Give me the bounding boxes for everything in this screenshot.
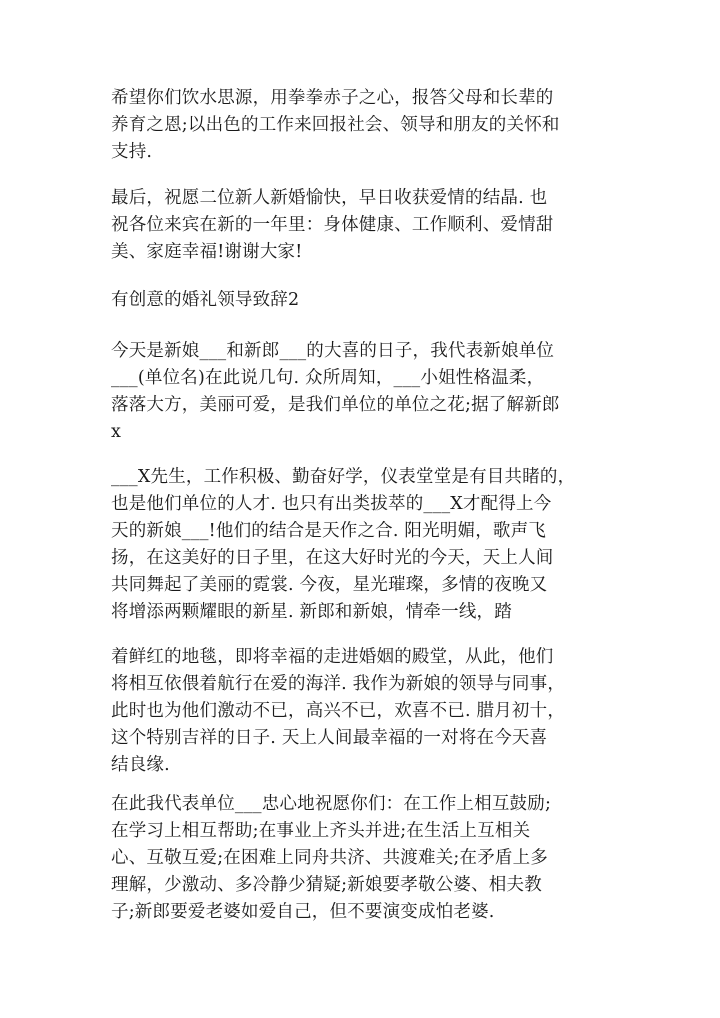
text-line: 着鲜红的地毯，即将幸福的走进婚姻的殿堂，从此，他们 bbox=[111, 647, 554, 667]
paragraph-introduction bbox=[111, 338, 611, 446]
text-line: 希望你们饮水思源，用拳拳赤子之心，报答父母和长辈的 bbox=[111, 88, 554, 108]
heading-text: 有创意的婚礼领导致辞2 bbox=[111, 290, 300, 310]
text-line: 这个特别吉祥的日子. 天上人间最幸福的一对将在今天喜 bbox=[111, 728, 548, 748]
text-line: 理解，少激动、多冷静少猜疑;新娘要孝敬公婆、相夫教 bbox=[111, 875, 542, 895]
paragraph-marriage-hall bbox=[111, 644, 611, 779]
paragraph-closing-wishes bbox=[111, 185, 611, 266]
text-line: ___(单位名)在此说几句. 众所周知，___小姐性格温柔， bbox=[111, 368, 545, 388]
text-line: 在此我代表单位___忠心地祝愿你们：在工作上相互鼓励; bbox=[111, 794, 552, 814]
text-line: 心、互敬互爱;在困难上同舟共济、共渡难关;在矛盾上多 bbox=[111, 848, 548, 868]
text-line: 最后，祝愿二位新人新婚愉快，早日收获爱情的结晶. 也 bbox=[111, 188, 548, 208]
text-line: 共同舞起了美丽的霓裳. 今夜，星光璀璨，多情的夜晚又 bbox=[111, 575, 548, 595]
text-line: 将增添两颗耀眼的新星. 新郎和新娘，情牵一线，踏 bbox=[111, 602, 512, 622]
text-line: 养育之恩;以出色的工作来回报社会、领导和朋友的关怀和 bbox=[111, 115, 560, 135]
text-line: 结良缘. bbox=[111, 755, 170, 775]
text-line: 扬，在这美好的日子里，在这大好时光的今天，天上人间 bbox=[111, 548, 554, 568]
text-line: x bbox=[111, 422, 122, 442]
text-line: 在学习上相互帮助;在事业上齐头并进;在生活上互相关 bbox=[111, 821, 531, 841]
paragraph-gratitude bbox=[111, 85, 611, 166]
text-line: 美、家庭幸福!谢谢大家! bbox=[111, 242, 303, 262]
text-line: 将相互依偎着航行在爱的海洋. 我作为新娘的领导与同事， bbox=[111, 674, 566, 694]
text-line: ___X先生，工作积极、勤奋好学，仪表堂堂是有目共睹的， bbox=[111, 467, 576, 487]
text-line: 落落大方，美丽可爱，是我们单位的单位之花;据了解新郎 bbox=[111, 395, 560, 415]
paragraph-groom-praise bbox=[111, 464, 611, 626]
section-heading bbox=[111, 287, 611, 314]
text-line: 今天是新娘___和新郎___的大喜的日子，我代表新娘单位 bbox=[111, 341, 555, 361]
text-line: 也是他们单位的人才. 也只有出类拔萃的___X才配得上今 bbox=[111, 494, 552, 514]
text-line: 子;新郎要爱老婆如爱自己，但不要演变成怕老婆. bbox=[111, 902, 495, 922]
text-line: 祝各位来宾在新的一年里：身体健康、工作顺利、爱情甜 bbox=[111, 215, 554, 235]
text-line: 支持. bbox=[111, 142, 153, 162]
paragraph-blessings bbox=[111, 791, 611, 926]
text-line: 天的新娘___!他们的结合是天作之合. 阳光明媚，歌声飞 bbox=[111, 521, 547, 541]
text-line: 此时也为他们激动不已，高兴不已，欢喜不已. 腊月初十， bbox=[111, 701, 566, 721]
